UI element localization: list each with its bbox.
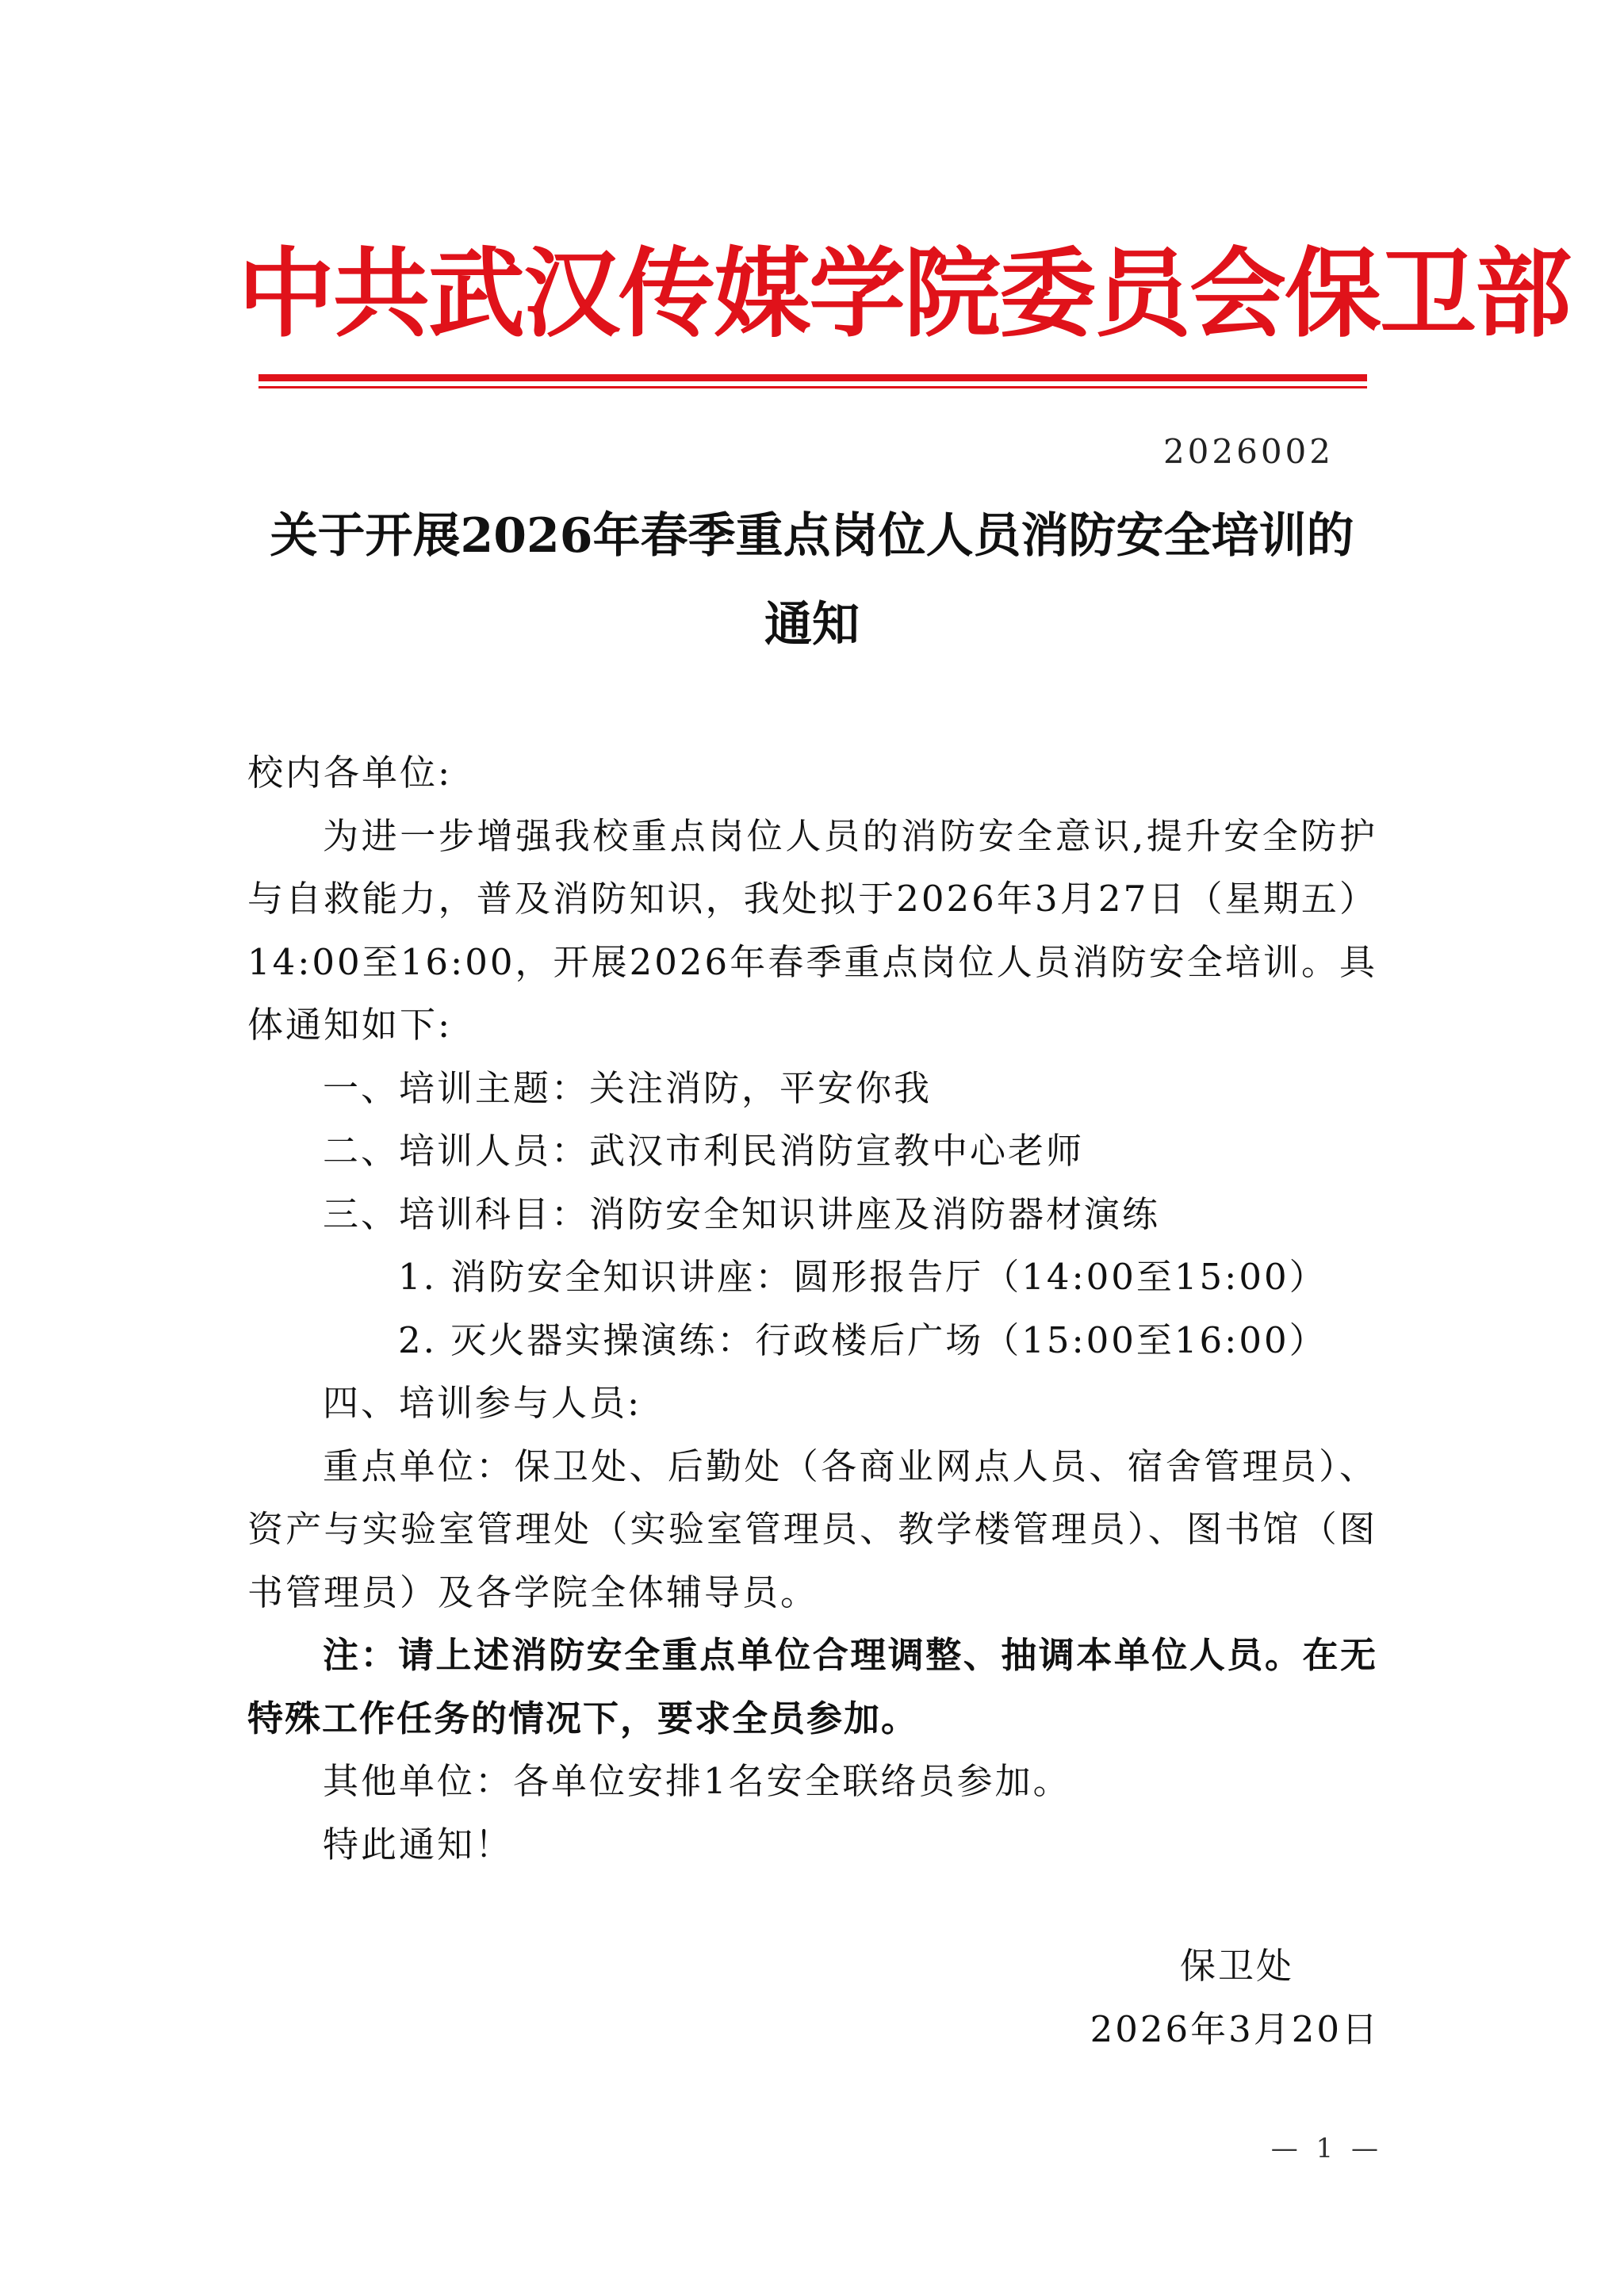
item-trainer: 二、培训人员：武汉市利民消防宣教中心老师 bbox=[323, 1130, 1085, 1172]
document-title bbox=[238, 492, 1386, 669]
document-title-line-1: 关于开展2026年春季重点岗位人员消防安全培训的 bbox=[270, 508, 1354, 564]
item-training-subjects: 三、培训科目：消防安全知识讲座及消防器材演练 bbox=[323, 1192, 1161, 1235]
signature-block bbox=[1031, 1934, 1380, 2061]
intro-paragraph: 为进一步增强我校重点岗位人员的消防安全意识,提升安全防护与自救能力，普及消防知识，我处拟于2026年3月27日（星期五）14:00至16:00，开展2026年春季重点岗位人员消防安全培训。具体通知如下: bbox=[247, 814, 1377, 1046]
document-number: 2026002 bbox=[1162, 432, 1334, 471]
salutation: 校内各单位: bbox=[247, 752, 453, 794]
red-header-rule-thick bbox=[259, 374, 1367, 381]
item-training-theme: 一、培训主题：关注消防，平安你我 bbox=[323, 1066, 933, 1109]
page-number: — 1 — bbox=[1270, 2133, 1383, 2164]
signature-date: 2026年3月20日 bbox=[1090, 2007, 1380, 2050]
document-title-line-2: 通知 bbox=[764, 597, 860, 652]
sub-item-fire-lecture: 1. 消防安全知识讲座：圆形报告厅（14:00至15:00） bbox=[398, 1256, 1327, 1298]
note-paragraph: 注：请上述消防安全重点单位合理调整、抽调本单位人员。在无特殊工作任务的情况下，要求全员参加。 bbox=[247, 1634, 1377, 1739]
key-units-paragraph: 重点单位：保卫处、后勤处（各商业网点人员、宿舍管理员）、资产与实验室管理处（实验室管理员、教学楼管理员）、图书馆（图书管理员）及各学院全体辅导员。 bbox=[247, 1445, 1377, 1613]
other-units-paragraph: 其他单位：各单位安排1名安全联络员参加。 bbox=[323, 1760, 1071, 1802]
issuing-organization-header: 中共武汉传媒学院委员会保卫部 bbox=[238, 238, 1570, 350]
red-header-rule-thin bbox=[259, 386, 1367, 388]
sub-item-extinguisher-drill: 2. 灭火器实操演练：行政楼后广场（15:00至16:00） bbox=[398, 1318, 1327, 1361]
signature-organization: 保卫处 bbox=[1179, 1945, 1294, 1987]
document-body bbox=[247, 741, 1377, 1876]
closing-line: 特此通知！ bbox=[323, 1823, 514, 1866]
item-participants: 四、培训参与人员: bbox=[323, 1382, 642, 1424]
